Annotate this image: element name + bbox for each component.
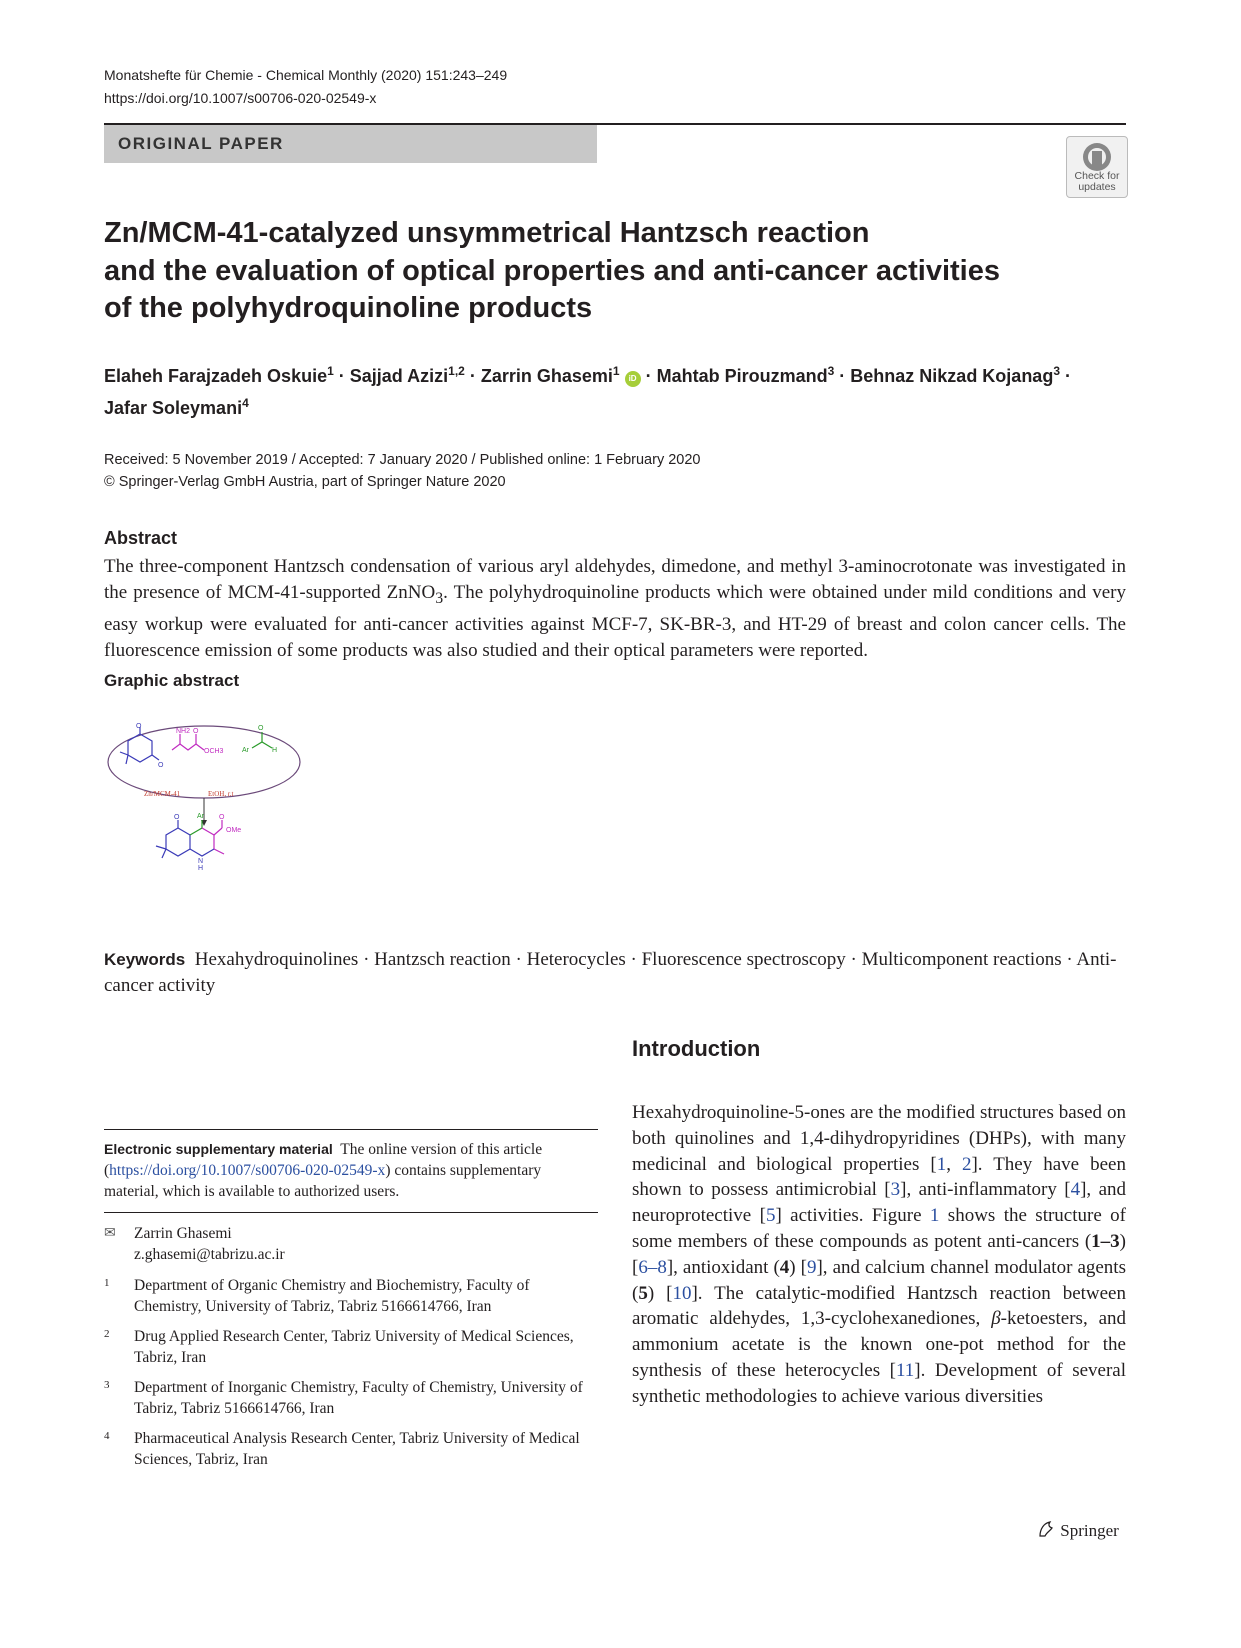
reactants-ellipse bbox=[108, 726, 300, 798]
aldehyde-ar-label: Ar bbox=[242, 747, 249, 754]
affiliation: 4 Pharmaceutical Analysis Research Center, Tabriz University of Medical Sciences, Tabriz, Iran bbox=[104, 1430, 580, 1468]
abstract-part: The three-component Hantzsch condensation of various aryl aldehydes, dimedone, and methyl 3-aminocrotonate was investigated in the presence of MCM-41-supported ZnNO bbox=[104, 556, 1126, 603]
publisher-name: Springer bbox=[1060, 1521, 1119, 1540]
product-ester-o-label: O bbox=[219, 814, 225, 821]
introduction-heading: Introduction bbox=[632, 1036, 761, 1061]
nh2-label: NH2 bbox=[176, 728, 191, 735]
keywords bbox=[104, 947, 1126, 999]
crossmark-line2: updates bbox=[1078, 181, 1116, 193]
author-affiliation: 3 bbox=[1053, 364, 1061, 378]
check-for-updates-badge[interactable] bbox=[1066, 136, 1128, 198]
product-nh-label: H bbox=[198, 865, 204, 872]
conditions-label: EtOH, r.t bbox=[208, 790, 234, 798]
product-n-label: N bbox=[198, 858, 204, 865]
corresponding-name: Zarrin Ghasemi bbox=[134, 1225, 232, 1242]
title-line-3: of the polyhydroquinoline products bbox=[104, 292, 593, 324]
footnote-rule bbox=[104, 1212, 598, 1213]
och3-label: OCH3 bbox=[204, 748, 224, 755]
publisher-logo bbox=[1036, 1519, 1119, 1541]
author-affiliation: 4 bbox=[242, 396, 249, 410]
author-name[interactable]: Jafar Soleymani bbox=[104, 398, 243, 418]
crossmark-line1: Check for bbox=[1074, 170, 1120, 182]
dimedone-structure bbox=[120, 727, 159, 764]
citation-link[interactable]: 6–8 bbox=[638, 1256, 667, 1278]
esm-label: Electronic supplementary material bbox=[104, 1141, 333, 1157]
product-o-label: O bbox=[174, 814, 180, 821]
figure-link[interactable]: 1 bbox=[929, 1205, 940, 1227]
abstract-heading: Abstract bbox=[104, 528, 178, 548]
doi-link[interactable]: https://doi.org/10.1007/s00706-020-02549-x bbox=[104, 90, 377, 106]
product-ar-label: Ar bbox=[197, 813, 204, 820]
corresponding-author bbox=[104, 1223, 598, 1265]
paper-type-banner bbox=[104, 125, 597, 163]
dimedone-o-bottom: O bbox=[158, 762, 164, 769]
graphic-abstract-scheme bbox=[100, 722, 310, 922]
abstract-subscript: 3 bbox=[435, 589, 444, 607]
citation-link[interactable]: 4 bbox=[1070, 1179, 1081, 1201]
dates-line: Received: 5 November 2019 / Accepted: 7 January 2020 / Published online: 1 February 2020 bbox=[104, 452, 701, 468]
journal-header bbox=[104, 64, 507, 110]
aldehyde-h-label: H bbox=[272, 747, 278, 754]
corresponding-email[interactable]: z.ghasemi@tabrizu.ac.ir bbox=[134, 1246, 285, 1263]
affiliation: 3 Department of Inorganic Chemistry, Faculty of Chemistry, University of Tabriz, Tabriz 5166614766, Iran bbox=[104, 1379, 583, 1417]
citation-link[interactable]: 5 bbox=[765, 1205, 776, 1227]
affiliation: 2 Drug Applied Research Center, Tabriz University of Medical Sciences, Tabriz, Iran bbox=[104, 1328, 574, 1366]
graphic-abstract-heading: Graphic abstract bbox=[104, 671, 240, 690]
author-name[interactable]: Elaheh Farajzadeh Oskuie bbox=[104, 366, 328, 386]
abstract-part: . The polyhydroquinoline products which were obtained under mild conditions and very easy workup were evaluated for anti-cancer activities against MCF-7, SK-BR-3, and HT-29 of breast and colon cancer cells. The fluorescence emission of some products was also studied and their optical parameters were reported. bbox=[104, 582, 1127, 661]
introduction-text: Hexahydroquinoline-5-ones are the modified structures based on both quinolines and 1,4-dihydropyridines (DHPs), with many medicinal and biological properties [1, 2]. They have been shown to possess antimicrobial [3], anti-inflammatory [4], and neuroprotective [5] activities. Figure 1 shows the structure of some members of these compounds as potent anti-cancers (1–3) [6–8], antioxidant (4) [9], and calcium channel modulator agents (5) [10]. The catalytic-modified Hantzsch reaction between aromatic aldehydes, 1,3-cyclohexanediones, β-ketoesters, and ammonium acetate is the known one-pot method for the synthesis of these heterocycles [11]. Development of several synthetic methodologies to achieve various diversities bbox=[632, 1102, 1127, 1407]
springer-horse-icon bbox=[1036, 1519, 1056, 1539]
dimedone-o-top: O bbox=[136, 723, 142, 730]
citation-link[interactable]: 1 bbox=[936, 1153, 947, 1175]
publication-dates bbox=[104, 449, 701, 493]
author-name[interactable]: Mahtab Pirouzmand bbox=[656, 366, 828, 386]
author-affiliation: 1 bbox=[612, 364, 620, 378]
crossmark-icon bbox=[1081, 141, 1113, 173]
orcid-icon[interactable]: iD bbox=[625, 371, 641, 387]
footnote-rule bbox=[104, 1129, 598, 1130]
product-structure bbox=[156, 820, 224, 858]
author-affiliation: 3 bbox=[827, 364, 835, 378]
aminocrotonate-structure bbox=[172, 734, 204, 750]
citation-link[interactable]: 10 bbox=[672, 1282, 692, 1304]
aldehyde-o-label: O bbox=[258, 725, 264, 732]
esm-link[interactable]: https://doi.org/10.1007/s00706-020-02549-x bbox=[109, 1162, 386, 1179]
keywords-label: Keywords bbox=[104, 950, 186, 969]
citation-link[interactable]: 3 bbox=[890, 1179, 901, 1201]
journal-citation: Monatshefte für Chemie - Chemical Monthly (2020) 151:243–249 bbox=[104, 67, 508, 83]
author-affiliation: 1,2 bbox=[448, 364, 465, 378]
citation-link[interactable]: 11 bbox=[896, 1359, 915, 1381]
ester-o-label: O bbox=[193, 728, 199, 735]
affiliation: 1 Department of Organic Chemistry and Biochemistry, Faculty of Chemistry, University of Tabriz, Tabriz 5166614766, Iran bbox=[104, 1277, 530, 1315]
abstract-text bbox=[104, 554, 1126, 664]
author-list: Elaheh Farajzadeh Oskuie$^1$ · Sajjad Azizi$^{1,2}$ · Zarrin Ghasemi$^1$ iD · Mahtab Pirouzmand$^3$ · Behnaz Nikzad Kojanag$^3$ · Jafar Soleymani$^4$ bbox=[104, 364, 1072, 418]
paper-type-label: ORIGINAL PAPER bbox=[118, 134, 284, 153]
citation-link[interactable]: 2 bbox=[961, 1153, 972, 1175]
citation-link[interactable]: 9 bbox=[806, 1256, 817, 1278]
paper-title bbox=[104, 215, 1104, 328]
title-line-2: and the evaluation of optical properties and anti-cancer activities bbox=[104, 254, 1000, 287]
title-line-1: Zn/MCM-41-catalyzed unsymmetrical Hantzsch reaction bbox=[104, 217, 870, 249]
author-name[interactable]: Zarrin Ghasemi bbox=[480, 366, 613, 386]
envelope-icon: ✉ bbox=[104, 1226, 116, 1241]
product-ome-label: OMe bbox=[226, 827, 242, 834]
catalyst-label: Zn/MCM-41 bbox=[144, 790, 181, 798]
aldehyde-structure bbox=[252, 732, 272, 748]
keywords-text: Hexahydroquinolines · Hantzsch reaction · Heterocycles · Fluorescence spectroscopy · Multicomponent reactions · Anti-cancer activity bbox=[104, 949, 1117, 996]
author-affiliation: 1 bbox=[327, 364, 334, 378]
author-name[interactable]: Sajjad Azizi bbox=[349, 366, 449, 386]
copyright-line: © Springer-Verlag GmbH Austria, part of Springer Nature 2020 bbox=[104, 474, 506, 490]
supplementary-material-note: Electronic supplementary material The online version of this article (https://doi.org/10.1007/s00706-020-02549-x) contains supplementary material, which is available to authorized users. bbox=[104, 1141, 543, 1200]
author-name[interactable]: Behnaz Nikzad Kojanag bbox=[850, 366, 1054, 386]
